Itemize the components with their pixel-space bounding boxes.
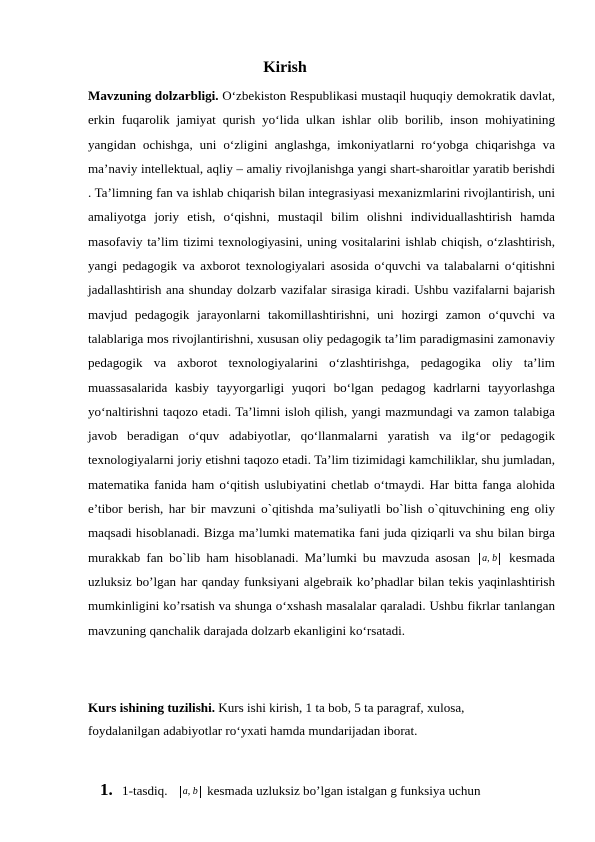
intro-text-1: O‘zbekiston Respublikasi mustaqil huquqiy demokratik davlat, erkin fuqarolik jamiyat qurish yo‘lida ulkan ishlar olib borilib, inson mohiyatining yangidan ochishga, uni o‘zligini anglashga, imkoniyatlarni ro‘yobga chiqarishga va ma’naviy intellektual, aqliy – amaliy rivojlanishga yangi shart-sharoitlar yaratib berishdi . Ta’limning fan va ishlab chiqarish bilan integrasiyasi mexanizmlarini rivojlantirish, uni amaliyotga joriy etish, o‘qishni, mustaqil bilim olishni individuallashtirish hamda masofaviy ta’lim tizimi texnologiyasini, uning vositalarini ishlab chiqish, o‘zlashtirish, yangi pedagogik va axborot texnologiyalari asosida o‘quvchi va talabalarni o‘qitishni jadallashtirish ana shunday dolzarb vazifalar sirasiga kiradi. Ushbu vazifalarni bajarish mavjud pedagogik jarayonlarni takomillashtirishni, uni hozirgi zamon o‘quvchi va talablariga mos rivojlantirishni, xususan oliy pedagogik ta’lim paradigmasini zamonaviy pedagogik va axborot texnologiyalarini o‘zlashtirishga, pedagogika oliy ta’lim muassasalarida kasbiy tayyorgarligi yuqori bo‘lgan pedagog kadrlarni tayyorlashga yo‘naltirishni taqozo etadi. Ta’limni isloh qilish, yangi mazmundagi va zamon talabiga javob beradigan o‘quv adabiyotlar, qo‘llanmalarni yaratish va ilg‘or pedagogik texnologiyalarni joriy etishni taqozo etadi. Ta’lim tizimidagi kamchiliklar, shu jumladan, matematika fanida ham o‘qitish uslubiyatini chetlab o‘tmaydi. Har bitta fanga alohida e’tibor berish, har bir mavzuni o`qitishda ma’suliyatli bo`lish o`qituvchining eng oliy maqsadi hisoblanadi. Bizga ma’lumki matematika fani juda qiziqarli va shu bilan birga murakkab fan bo`lib ham hisoblanadi. Ma’lumki bu mavzuda asosan: [88, 88, 555, 565]
item-label: 1-tasdiq.: [122, 783, 168, 798]
page-title: Kirish: [263, 59, 307, 76]
structure-paragraph: [88, 696, 555, 742]
structure-text-1: Kurs ishi kirish, 1 ta bob, 5 ta paragraf, xulosa,: [214, 700, 465, 715]
item-text: kesmada uzluksiz bo’lgan istalgan g funksiya uchun: [207, 783, 481, 798]
item-number: 1.: [100, 780, 113, 799]
intro-paragraph: [88, 84, 555, 643]
intro-text-2: kesmada uzluksiz bo’lgan har qanday funksiyani algebraik ko’phadlar bilan tekis yaqinlashtirish mumkinligini ko’rsatish va shunga o‘xshash masalalar qaraladi. Ushbu fikrlar tanlangan mavzuning qanchalik darajada dolzarb ekanligini ko‘rsatadi.: [88, 549, 555, 638]
structure-lead: Kurs ishining tuzilishi.: [88, 700, 215, 715]
item-interval-notation: a, b: [180, 786, 201, 798]
numbered-item: [100, 780, 555, 801]
intro-lead: Mavzuning dolzarbligi.: [88, 88, 219, 103]
interval-notation: a, b: [479, 553, 500, 565]
structure-text-2: foydalanilgan adabiyotlar ro‘yxati hamda mundarijadan iborat.: [88, 723, 418, 738]
